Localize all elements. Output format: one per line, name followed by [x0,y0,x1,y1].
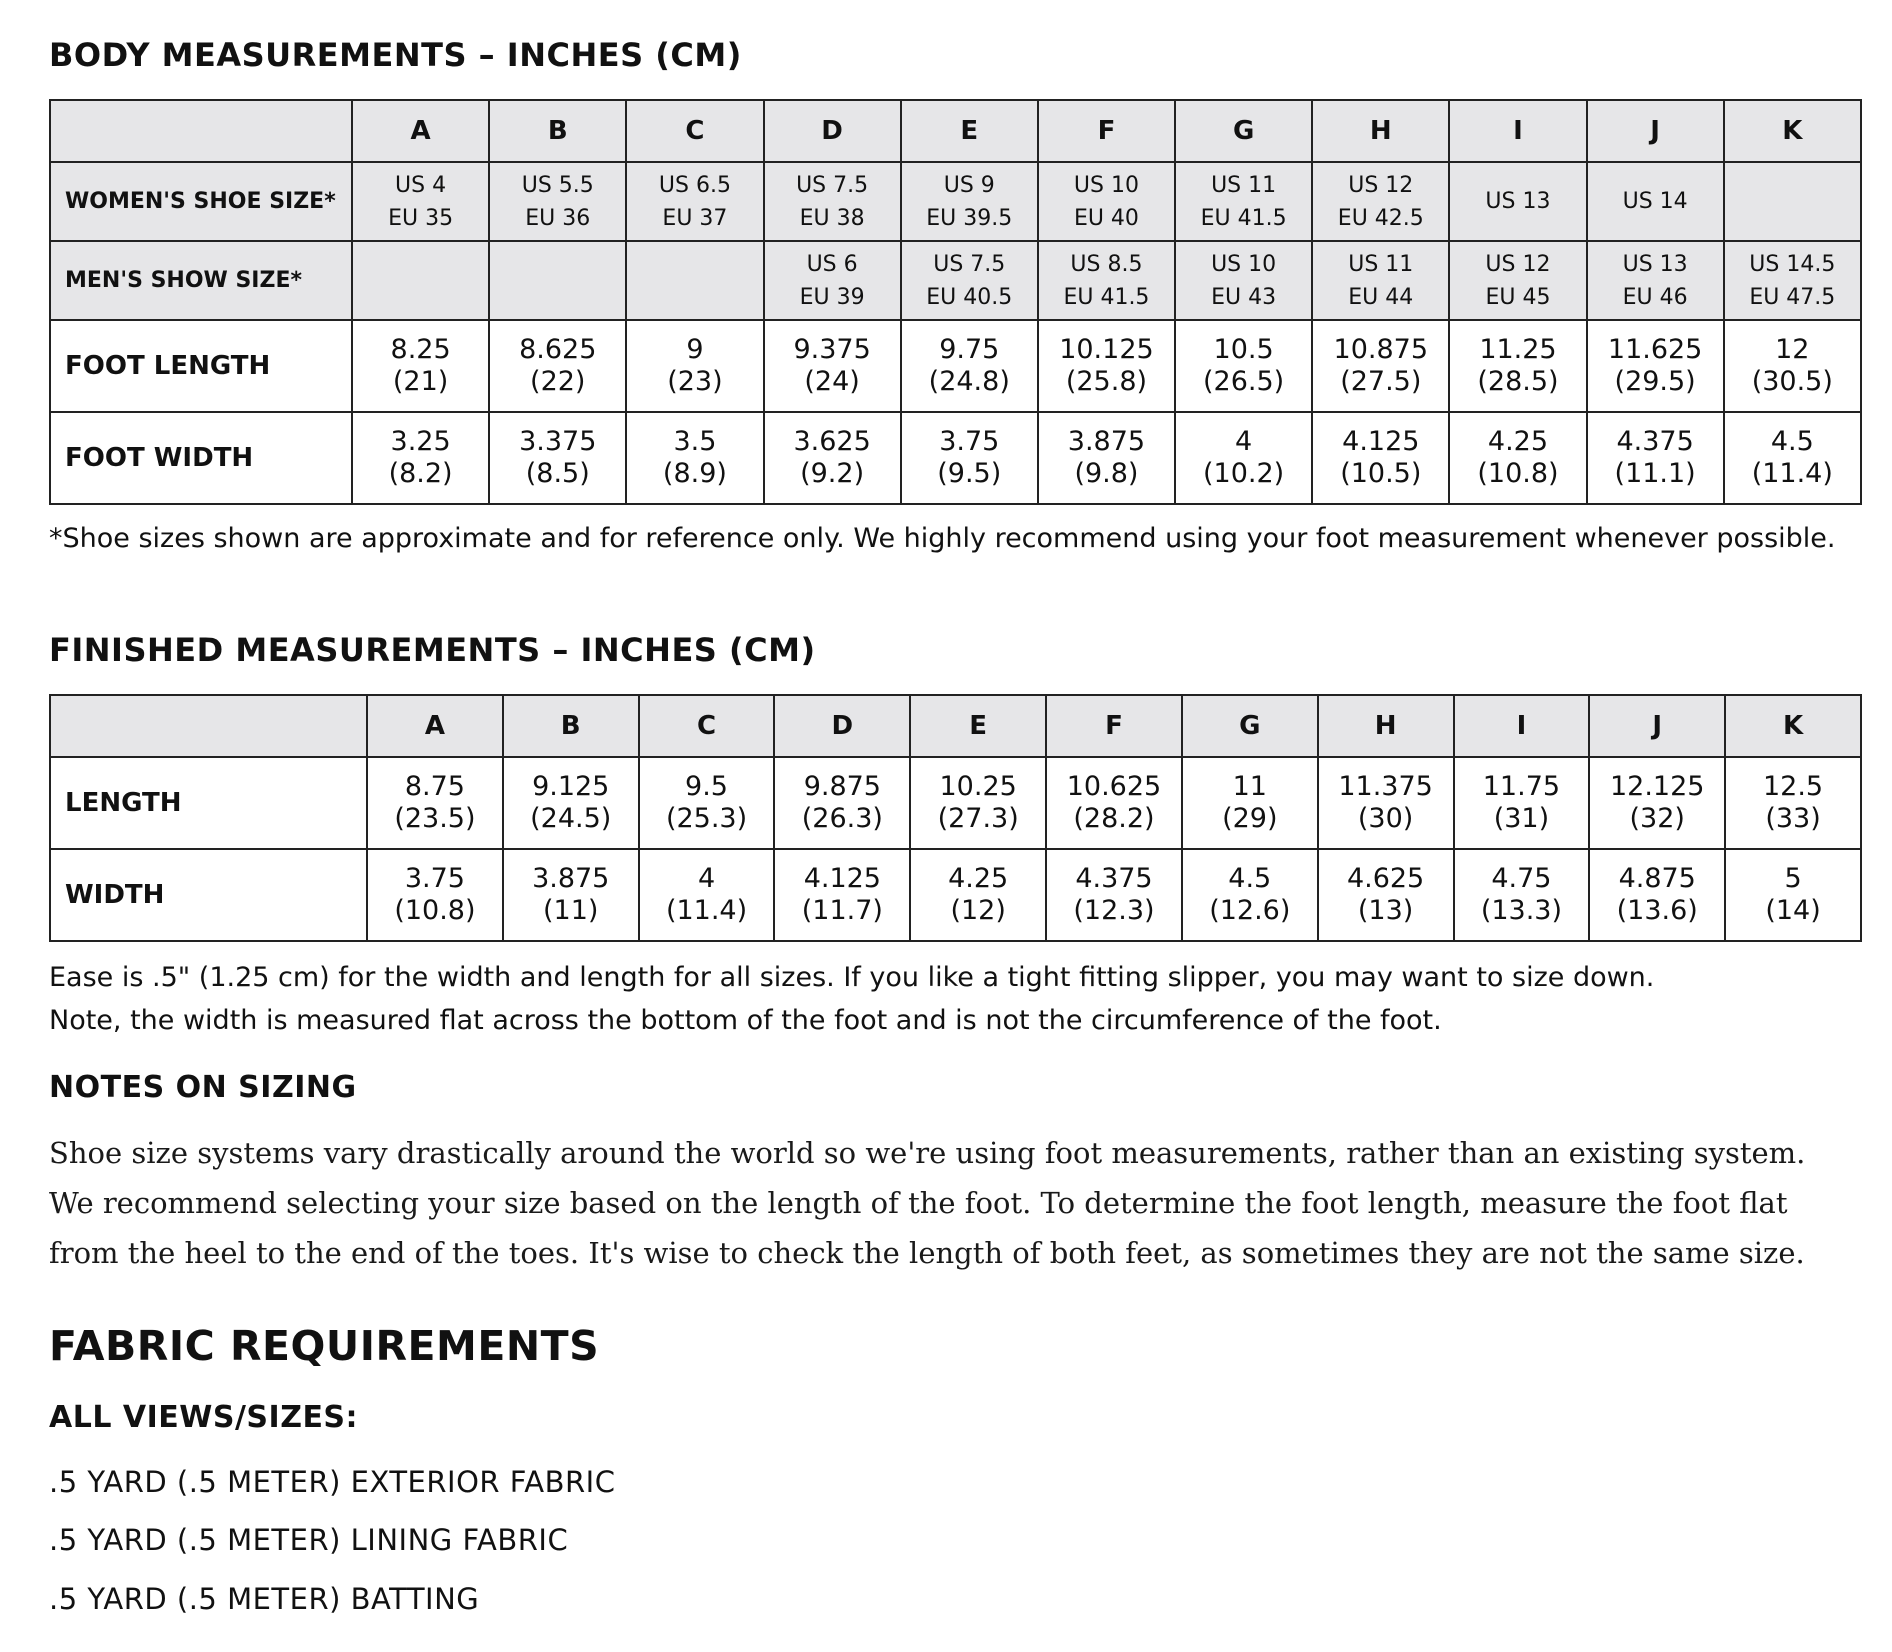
cell-value: EU 35 [388,205,454,231]
cell-value: (11) [543,895,599,926]
cell-value: EU 42.5 [1337,205,1424,231]
notes-line-2: We recommend selecting your size based on the length of the foot. To determine the foot length, measure the foot flat [49,1186,1788,1220]
cell-value: EU 46 [1622,284,1688,310]
finished-note-line-1: Ease is .5" (1.25 cm) for the width and length for all sizes. If you like a tight fitting slipper, you may want to size down. [49,962,1655,993]
cell-value: US 5.5 [521,172,594,198]
table-cell [910,849,1046,941]
size-column-h: H [1318,695,1454,757]
cell-value: 3.875 [1067,426,1146,457]
table-cell [639,757,775,849]
cell-value: 4.125 [1342,426,1420,457]
table-cell [901,162,1038,241]
table-cell [1725,757,1861,849]
cell-value: 4.125 [803,863,881,894]
finished-measurements-note [49,956,1860,1042]
table-cell [1724,241,1861,320]
size-column-c: C [639,695,775,757]
size-column-f: F [1046,695,1182,757]
cell-value: (29) [1222,803,1278,834]
cell-value: 12 [1775,334,1810,365]
cell-value: (32) [1629,803,1685,834]
cell-value: (27.5) [1340,366,1422,397]
table-cell [352,162,489,241]
table-cell [1587,241,1724,320]
table-cell [901,241,1038,320]
cell-value: EU 40 [1073,205,1139,231]
table-cell [1038,241,1175,320]
table-cell [1046,849,1182,941]
table-cell [1038,162,1175,241]
cell-value: US 9 [943,172,995,198]
table-cell [352,412,489,504]
cell-value: (12.6) [1209,895,1291,926]
cell-value: EU 41.5 [1063,284,1150,310]
cell-value: (10.8) [394,895,476,926]
table-cell [1038,320,1175,412]
cell-value: (9.2) [800,458,865,489]
table-cell [1046,757,1182,849]
table-cell [1175,412,1312,504]
cell-value: (28.5) [1477,366,1559,397]
cell-value: 4.375 [1616,426,1694,457]
finished-measurements-title: FINISHED MEASUREMENTS – INCHES (CM) [49,631,816,669]
cell-value: (10.8) [1477,458,1559,489]
cell-value: (9.5) [937,458,1002,489]
cell-value: EU 40.5 [926,284,1013,310]
cell-value: (25.3) [665,803,748,834]
cell-value: (24) [804,366,860,397]
notes-line-1: Shoe size systems vary drastically around the world so we're using foot measurements, rather than an existing system. [49,1136,1806,1170]
row-label: WOMEN'S SHOE SIZE* [50,162,352,241]
cell-value: 3.25 [390,426,451,457]
cell-value: US 14 [1622,189,1688,214]
table-cell [1312,162,1449,241]
cell-value: 8.25 [390,334,451,365]
cell-value: (12) [950,895,1006,926]
notes-line-3: from the heel to the end of the toes. It's wise to check the length of both feet, as sometimes they are not the same size. [49,1236,1805,1270]
cell-value: (8.2) [388,458,453,489]
table-cell [1587,162,1724,241]
table-cell [1175,241,1312,320]
cell-value: 8.75 [404,771,465,802]
cell-value: (12.3) [1073,895,1155,926]
table-cell [764,412,901,504]
table-cell [1312,320,1449,412]
cell-value: (10.5) [1340,458,1422,489]
size-column-b: B [503,695,639,757]
cell-value: (27.3) [937,803,1019,834]
cell-value: (21) [392,366,449,397]
cell-value: US 12 [1348,172,1414,198]
cell-value: US 13 [1485,189,1551,214]
cell-value: (24.5) [530,803,612,834]
cell-value: 4 [1235,426,1253,457]
cell-value: US 7.5 [933,251,1006,277]
cell-value: (13.3) [1480,895,1562,926]
cell-value: EU 41.5 [1200,205,1287,231]
cell-value: (31) [1493,803,1550,834]
table-cell [774,849,910,941]
table-cell [489,241,626,320]
size-column-d: D [774,695,910,757]
size-column-g: G [1175,100,1312,162]
table-cell [1725,849,1861,941]
body-measurements-title: BODY MEASUREMENTS – INCHES (CM) [49,36,742,74]
cell-value: (30) [1357,803,1414,834]
cell-value: 3.75 [404,863,465,894]
fabric-item-exterior: .5 YARD (.5 METER) EXTERIOR FABRIC [49,1465,616,1499]
cell-value: 10.25 [939,771,1017,802]
size-column-e: E [901,100,1038,162]
size-column-a: A [352,100,489,162]
cell-value: (13) [1357,895,1414,926]
cell-value: 12.125 [1609,771,1705,802]
table-cell [352,320,489,412]
table-cell [626,320,763,412]
row-label: WIDTH [50,849,367,941]
cell-value: 3.75 [939,426,1000,457]
cell-value: 3.5 [673,426,717,457]
cell-value: 5 [1784,863,1802,894]
table-cell [1038,412,1175,504]
cell-value: 4.25 [1487,426,1549,457]
table-cell [1175,320,1312,412]
cell-value: 11.375 [1338,771,1433,802]
table-cell [774,757,910,849]
row-label: FOOT WIDTH [50,412,352,504]
table-cell [1587,412,1724,504]
cell-value: (33) [1765,803,1821,834]
table-cell [764,320,901,412]
cell-value: (11.7) [801,895,883,926]
cell-value: EU 45 [1485,284,1551,310]
table-cell [1182,757,1318,849]
row-label: FOOT LENGTH [50,320,352,412]
table-cell [626,412,763,504]
cell-value: US 11 [1211,172,1277,198]
cell-value: (13.6) [1616,895,1698,926]
cell-value: 9.375 [793,334,871,365]
table-cell [1449,241,1586,320]
cell-value: EU 37 [662,205,728,231]
table-cell [503,849,639,941]
cell-value: 3.625 [793,426,871,457]
table-cell [1175,162,1312,241]
header-row [50,695,1861,757]
table-row [50,162,1861,241]
table-cell [367,757,503,849]
table-cell [1724,162,1861,241]
table-cell [503,757,639,849]
cell-value: 4 [697,863,716,894]
size-column-d: D [764,100,901,162]
size-column-j: J [1589,695,1725,757]
table-row [50,757,1861,849]
size-column-i: I [1454,695,1590,757]
corner-cell [50,100,352,162]
corner-cell [50,695,367,757]
fabric-item-lining: .5 YARD (.5 METER) LINING FABRIC [49,1523,569,1557]
cell-value: US 6.5 [658,172,731,198]
cell-value: (9.8) [1074,458,1139,489]
cell-value: (8.9) [662,458,727,489]
cell-value: 3.375 [519,426,597,457]
cell-value: EU 36 [525,205,591,231]
cell-value: 10.5 [1213,334,1274,365]
size-column-g: G [1182,695,1318,757]
body-measurements-footnote: *Shoe sizes shown are approximate and for reference only. We highly recommend using your foot measurement whenever possible. [49,523,1836,554]
size-column-e: E [910,695,1046,757]
header-row [50,100,1861,162]
size-column-i: I [1449,100,1586,162]
cell-value: 12.5 [1762,771,1824,802]
cell-value: EU 39 [799,284,865,310]
notes-on-sizing-title: NOTES ON SIZING [49,1070,357,1105]
cell-value: (8.5) [525,458,590,489]
table-row [50,412,1861,504]
cell-value: 4.875 [1618,863,1696,894]
cell-value: 11 [1232,771,1267,802]
cell-value: (26.5) [1203,366,1285,397]
cell-value: 4.625 [1346,863,1425,894]
cell-value: (11.1) [1614,458,1696,489]
cell-value: (14) [1765,895,1821,926]
size-column-b: B [489,100,626,162]
table-cell [1589,757,1725,849]
cell-value: (23) [667,366,723,397]
cell-value: 10.125 [1059,334,1154,365]
table-cell [489,412,626,504]
cell-value: 4.5 [1770,426,1814,457]
table-cell [352,241,489,320]
cell-value: US 8.5 [1070,251,1143,277]
cell-value: EU 39.5 [926,205,1013,231]
table-cell [910,757,1046,849]
size-column-f: F [1038,100,1175,162]
cell-value: US 10 [1211,251,1277,277]
table-row [50,241,1861,320]
table-cell [1318,849,1454,941]
table-cell [489,320,626,412]
cell-value: (10.2) [1203,458,1285,489]
table-cell [1449,412,1586,504]
table-row [50,320,1861,412]
cell-value: US 6 [806,251,858,277]
cell-value: 10.625 [1066,771,1162,802]
cell-value: (24.8) [928,366,1010,397]
table-cell [1449,320,1586,412]
size-column-a: A [367,695,503,757]
table-cell [1318,757,1454,849]
cell-value: US 11 [1348,251,1414,277]
cell-value: 4.5 [1228,863,1272,894]
table-cell [1454,849,1590,941]
size-column-h: H [1312,100,1449,162]
cell-value: 9.125 [532,771,610,802]
cell-value: 4.75 [1491,863,1552,894]
table-cell [489,162,626,241]
table-row [50,849,1861,941]
table-cell [626,241,763,320]
table-cell [626,162,763,241]
row-label: LENGTH [50,757,367,849]
cell-value: EU 47.5 [1749,284,1836,310]
table-cell [901,320,1038,412]
fabric-subtitle: ALL VIEWS/SIZES: [49,1400,359,1435]
cell-value: 11.625 [1607,334,1703,365]
table-cell [1449,162,1586,241]
cell-value: (23.5) [394,803,476,834]
cell-value: (11.4) [665,895,748,926]
table-cell [1312,412,1449,504]
cell-value: 9.75 [939,334,1000,365]
table-cell [1454,757,1590,849]
cell-value: 11.25 [1479,334,1557,365]
cell-value: US 7.5 [796,172,869,198]
table-cell [639,849,775,941]
cell-value: 8.625 [519,334,597,365]
cell-value: (22) [530,366,586,397]
size-column-j: J [1587,100,1724,162]
cell-value: (11.4) [1751,458,1833,489]
cell-value: EU 38 [799,205,865,231]
row-label: MEN'S SHOW SIZE* [50,241,352,320]
notes-on-sizing-body [49,1128,1860,1278]
finished-note-line-2: Note, the width is measured flat across the bottom of the foot and is not the circumference of the foot. [49,1005,1442,1036]
cell-value: US 12 [1485,251,1551,277]
table-cell [1589,849,1725,941]
cell-value: US 13 [1622,251,1688,277]
size-column-c: C [626,100,763,162]
cell-value: US 4 [395,172,447,198]
table-cell [1312,241,1449,320]
cell-value: 4.375 [1075,863,1153,894]
table-cell [1724,320,1861,412]
cell-value: (26.3) [801,803,883,834]
cell-value: 9.875 [803,771,881,802]
table-cell [1587,320,1724,412]
table-cell [764,241,901,320]
table-cell [367,849,503,941]
table-cell [1182,849,1318,941]
cell-value: 4.25 [948,863,1009,894]
cell-value: (30.5) [1751,366,1833,397]
cell-value: 10.875 [1333,334,1429,365]
cell-value: US 10 [1073,172,1139,198]
fabric-item-batting: .5 YARD (.5 METER) BATTING [49,1582,480,1616]
cell-value: (29.5) [1614,366,1696,397]
table-cell [1724,412,1861,504]
cell-value: (28.2) [1073,803,1155,834]
size-column-k: K [1724,100,1861,162]
cell-value: 3.875 [532,863,610,894]
cell-value: EU 44 [1348,284,1414,310]
cell-value: 11.75 [1482,771,1561,802]
body-measurements-table [49,99,1862,505]
cell-value: EU 43 [1211,284,1277,310]
cell-value: (25.8) [1065,366,1148,397]
table-cell [901,412,1038,504]
size-column-k: K [1725,695,1861,757]
finished-measurements-table [49,694,1862,942]
cell-value: 9 [686,334,704,365]
table-cell [764,162,901,241]
cell-value: US 14.5 [1749,251,1836,277]
cell-value: 9.5 [685,771,728,802]
fabric-requirements-title: FABRIC REQUIREMENTS [49,1322,600,1370]
